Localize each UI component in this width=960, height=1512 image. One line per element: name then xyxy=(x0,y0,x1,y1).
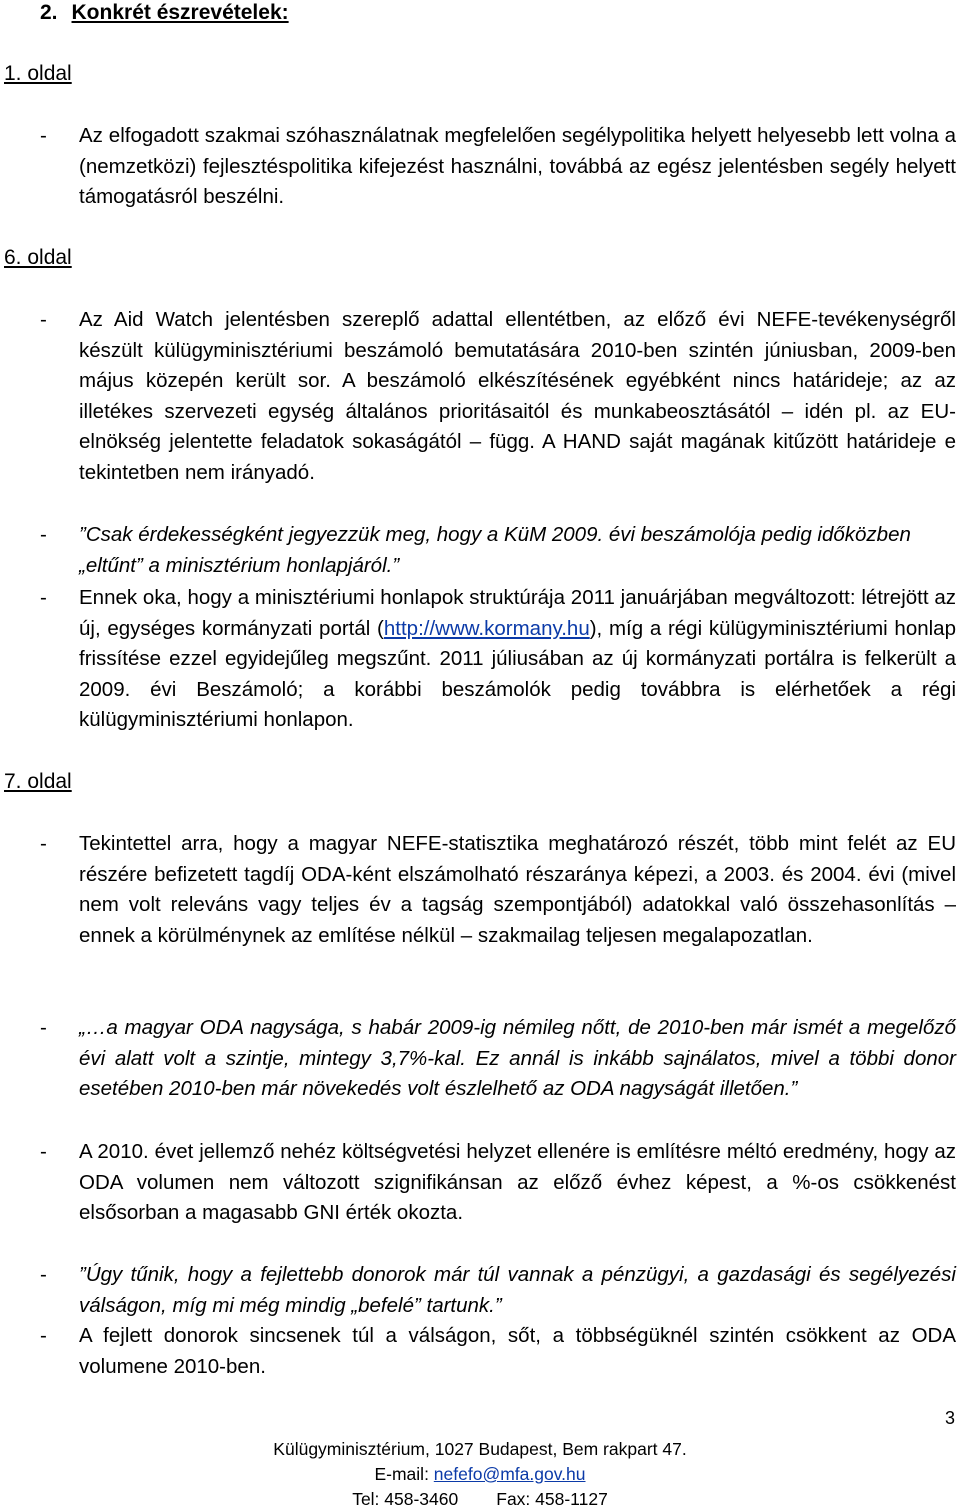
quote-text: ”Úgy tűnik, hogy a fejlettebb donorok már túl vannak a pénzügyi, a gazdasági és segélyezési válságon, míg mi még mindig „befelé” tartunk.” xyxy=(79,1263,956,1317)
footer-address: Külügyminisztérium, 1027 Budapest, Bem rakpart 47. xyxy=(273,1439,687,1459)
text-after-link: ), míg a régi külügyminisztériumi honlap frissítése ezzel egyidejűleg megszűnt. 2011 júliusában az új kormányzati portálra is felkerült a 2009. évi Beszámoló; a korábbi beszámolók pedig továbbra is elérhetőek a régi külügyminisztériumi honlapon. xyxy=(79,616,956,731)
page-number: 3 xyxy=(944,1408,955,1428)
list-item xyxy=(40,520,956,581)
portal-link[interactable]: http://www.kormany.hu xyxy=(383,616,590,640)
footer-email-label: E-mail: xyxy=(374,1464,434,1484)
text-before-link: Ennek oka, hogy a minisztériumi honlapok struktúrája 2011 januárjában megváltozott: létrejött az új, egységes kormányzati portál ( xyxy=(79,586,956,640)
list-item-text: Az Aid Watch jelentésben szereplő adattal ellentétben, az előző évi NEFE-tevékenységről készült külügyminisztériumi beszámoló bemutatására 2010-ben szintén júniusban, 2009-ben május közepén került sor. A beszámoló elkészítésének egyébként nincs határideje; az az illetékes szervezeti egység általános prioritásaitól és munkabeosztásától – idén pl. az EU-elnökség jelentette feladatok sokaságától – függ. A HAND saját magának kitűzött határideje e tekintetben nem irányadó. xyxy=(79,308,956,484)
quote-text: „…a magyar ODA nagysága, s habár 2009-ig némileg nőtt, de 2010-ben már ismét a megelőző évi alatt volt a szintje, mintegy 3,7%-kal. Ez annál is inkább sajnálatos, mivel a többi donor esetében 2010-ben már növekedés volt észlelhető az ODA nagyságát illetően.” xyxy=(79,1016,956,1100)
list-item xyxy=(40,1321,956,1382)
list-item-text xyxy=(79,1013,956,1105)
section-title: Konkrét észrevételek: xyxy=(71,1,289,24)
list-dash: - xyxy=(40,1263,47,1286)
section-number: 2. xyxy=(40,1,58,24)
list-item-text xyxy=(79,1260,956,1321)
list-item-text: Az elfogadott szakmai szóhasználatnak megfelelően segélypolitika helyett helyesebb lett volna a (nemzetközi) fejlesztéspolitika kifejezést használni, továbbá az egész jelentésben segély helyett támogatásról beszélni. xyxy=(79,124,956,208)
list-item xyxy=(40,1260,956,1321)
list-item-text xyxy=(79,520,956,581)
list-dash: - xyxy=(40,1016,47,1039)
footer-phone-line xyxy=(0,1487,960,1512)
list-dash: - xyxy=(40,832,47,855)
list-dash: - xyxy=(40,124,47,147)
list-item-text: A fejlett donorok sincsenek túl a válságon, sőt, a többségüknél szintén csökkent az ODA volumene 2010-ben. xyxy=(79,1324,956,1378)
list-item xyxy=(40,583,956,736)
footer-email-line xyxy=(0,1462,960,1487)
list-item xyxy=(40,121,956,213)
list-item xyxy=(40,829,956,951)
list-dash: - xyxy=(40,586,47,609)
section-heading xyxy=(40,0,289,26)
footer-fax: Fax: 458-1127 xyxy=(496,1489,608,1509)
list-dash: - xyxy=(40,1140,47,1163)
footer xyxy=(0,1437,960,1512)
list-item-text: Tekintettel arra, hogy a magyar NEFE-statisztika meghatározó részét, több mint felét az EU részére befizetett tagdíj ODA-ként elszámolható részaránya képezi, a 2003. és 2004. évi (mivel nem volt releváns vagy teljes év a tagság szempontjából) adatokkal való összehasonlítás – ennek a körülménynek az említése nélkül – szakmailag teljesen megalapozatlan. xyxy=(79,832,956,947)
page-label-1: 1. oldal xyxy=(4,62,72,85)
quote-text: ”Csak érdekességként jegyezzük meg, hogy a KüM 2009. évi beszámolója pedig időközben „eltűnt” a minisztérium honlapjáról.” xyxy=(79,523,911,577)
list-dash: - xyxy=(40,523,47,546)
footer-tel: Tel: 458-3460 xyxy=(352,1489,459,1509)
list-dash: - xyxy=(40,1324,47,1347)
list-item-text xyxy=(79,583,956,736)
list-dash: - xyxy=(40,308,47,331)
list-item xyxy=(40,1137,956,1229)
footer-email-link[interactable]: nefefo@mfa.gov.hu xyxy=(433,1464,586,1484)
list-item-text: A 2010. évet jellemző nehéz költségvetési helyzet ellenére is említésre méltó eredmény, hogy az ODA volumen nem változott szignifikánsan az előző évhez képest, a %-os csökkenést elsősorban a magasabb GNI érték okozta. xyxy=(79,1140,956,1224)
page-label-7: 7. oldal xyxy=(4,770,72,793)
page-label-6: 6. oldal xyxy=(4,246,72,269)
list-item xyxy=(40,1013,956,1105)
list-item xyxy=(40,305,956,488)
